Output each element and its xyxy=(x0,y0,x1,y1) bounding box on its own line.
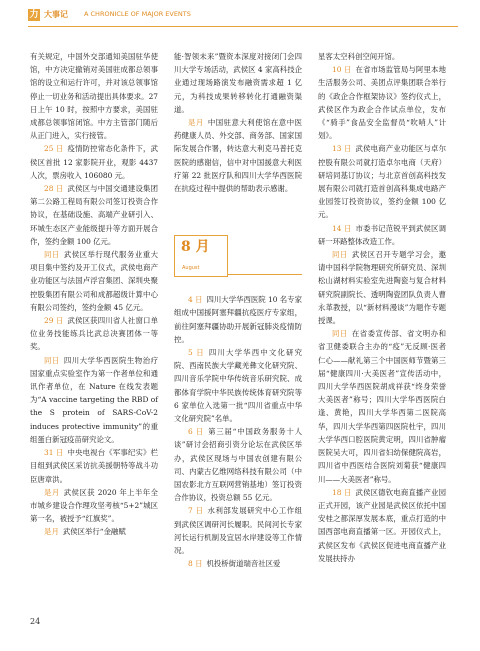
event-date: 18 日 xyxy=(332,487,352,497)
event-entry xyxy=(30,248,158,314)
event-text: 第三届“中国政务服务十人谈”研讨会招商引资分论坛在武侯区举办，武侯区现场与中国农创建有限公司、内蒙古亿维网络科技有限公司（中国农影北方互联网营销基地）签订投资合作协议，投资总额 55 亿元。 xyxy=(174,427,302,503)
event-date: 同日 xyxy=(44,250,60,260)
event-entry xyxy=(318,222,446,248)
event-text: 中央电视台《军事纪实》栏目组到武侯区采访抗美援朝特等战斗功臣唐章洪。 xyxy=(30,448,158,484)
event-date: 25 日 xyxy=(44,144,64,154)
event-date: 31 日 xyxy=(44,448,64,458)
event-entry xyxy=(30,486,158,526)
month-label: 8 月 xyxy=(181,239,210,256)
event-text: 水利部发展研究中心工作组到武侯区调研河长履职。民间河长专家河长运行机制及宜居水岸建设等工作情况。 xyxy=(174,506,302,556)
event-text: 武侯区举行现代服务业重大项目集中签约及开工仪式，武侯电商产业功能区与法国卢浮宫集团、深圳央聚控股集团有限公司和成都超级计算中心有限公司签约，签约金额 45 亿元。 xyxy=(30,250,158,312)
event-text: 在省委宣传部、省文明办和省卫健委联合主办的“疫”无反顾·医者仁心——献礼第三个中国医师节暨第三届“健康四川·大美医者”宣传活动中，四川大学华西医院胡成祥获“终身荣誉大美医者”称号；四川大学华西医院白逢、黄艳，四川大学华西第二医院高华，四川大学华西第四医院杜宇，四川大学华西口腔医院黄定明，四川省肿瘤医院吴大可，四川省妇幼保健院高岩，四川省中西医结合医院刘菊获“健康四川——大美医者”称号。 xyxy=(318,329,446,484)
event-date: 7 日 xyxy=(188,506,204,516)
event-text: 四川大学华西中文化研究院、西南民族大学藏羌彝文化研究院、四川音乐学院中华传统音乐研究院、成都体育学院中华民族传统体育研究院等 6 家单位入选第一批“四川省重点中华文化研究院”名单。 xyxy=(174,348,302,424)
event-text: 武侯区举行“金融赋 xyxy=(62,527,126,537)
event-entry xyxy=(174,116,302,195)
event-text: 在省市场监管局与阿里本地生活服务公司、美团点评集团联合举行的《政企合作框架协议》签约仪式上，武侯区作为政企合作试点单位，发布《“骑手”食品安全监督员“吹哨人”计划》。 xyxy=(318,65,446,141)
event-entry xyxy=(174,293,302,346)
event-text: 疫情防控常态化条件下，武侯区首批 12 家影院开业，观影 4437 人次，票房收入 106080 元。 xyxy=(30,144,158,180)
header-divider xyxy=(28,26,458,27)
event-text: 武侯区德钦电商直播产业园正式开园，该产业园是武侯区依托中国安桂之都深厚发展本底，重点打造的中国西部电商直播第一区。开园仪式上，武侯区发布《武侯区促进电商直播产业发展扶持办 xyxy=(318,487,446,563)
running-header xyxy=(28,8,458,24)
event-entry xyxy=(174,504,302,557)
event-text: 武侯区与中国交通建设集团第二公路工程局有限公司签订投资合作协议，在基础设施、高端产业研引入、环城生态区产业能级提升等方面开展合作，签约金额 100 亿元。 xyxy=(30,184,158,246)
event-text: 武侯区获四川省人社窗口单位业务技能练兵比武总决赛团体一等奖。 xyxy=(30,316,158,352)
event-entry xyxy=(318,327,446,485)
event-entry xyxy=(318,142,446,221)
section-title: 大事记 xyxy=(44,10,68,19)
event-entry xyxy=(30,182,158,248)
section-logo-icon: 力 xyxy=(29,10,39,20)
event-date: 14 日 xyxy=(332,223,352,233)
event-entry xyxy=(30,142,158,182)
month-sublabel: August xyxy=(182,265,200,272)
month-divider xyxy=(227,274,302,275)
event-date: 10 日 xyxy=(332,65,352,75)
event-date: 29 日 xyxy=(44,316,64,326)
event-date: 是月 xyxy=(188,118,204,128)
event-entry xyxy=(174,346,302,425)
event-entry xyxy=(30,314,158,354)
event-text: 市委书记范锐平到武侯区调研一环路整体改造工作。 xyxy=(318,223,446,246)
paragraph: 星客太空科创空间开馆。 xyxy=(318,52,400,61)
event-entry xyxy=(318,486,446,565)
event-date: 4 日 xyxy=(188,295,203,305)
event-date: 是月 xyxy=(44,487,60,497)
event-entry xyxy=(174,425,302,504)
event-date: 同日 xyxy=(332,250,348,260)
event-entry xyxy=(30,446,158,486)
event-entry xyxy=(30,354,158,446)
event-date: 同日 xyxy=(44,355,60,365)
paragraph: 能·智领未来”暨资本深度对接闭门会四川大学专场活动，武侯区 4 家高科技企业通过现场路演发布融资需求超 1 亿元，为科技成果转移转化打通融资渠道。 xyxy=(174,52,302,114)
event-entry xyxy=(174,557,302,570)
month-heading xyxy=(174,235,302,287)
event-text: 四川大学华西医院生物治疗国家重点实验室作为第一作者单位和通讯作者单位，在 Nature 在线发表题为“A vaccine targeting the RBD of the S protein of SARS-CoV-2 induces protective immunity”的重组蛋白新冠疫苗研究论文。 xyxy=(30,355,158,444)
event-date: 6 日 xyxy=(188,427,205,437)
text-column-2 xyxy=(174,50,302,571)
event-date: 8 日 xyxy=(188,559,203,569)
text-column-1 xyxy=(30,50,158,539)
month-frame xyxy=(174,235,228,277)
event-text: 中国驻意大利使馆在意中医药健康人员、外交部、商务部、国家国际发展合作署，转达意大利克马普托克医院的感谢信，信中对中国援意大利医疗第 22 批医疗队和四川大学华西医院在抗疫过程中提供的帮助表示感谢。 xyxy=(174,118,302,194)
event-date: 28 日 xyxy=(44,184,64,194)
event-entry xyxy=(318,248,446,327)
paragraph: 有关规定，中国外交部通知美国驻华使馆，中方决定撤销对美国驻成都总领事馆的设立和运行许可，并对该总领事馆停止一切业务和活动提出具体要求。27 日上午 10 时，按照中方要求，美国驻成都总领事馆闭馆。中方主管部门随后从正门进入，实行接管。 xyxy=(30,52,158,141)
event-text: 四川大学华西医院 10 名专家组成中国援阿塞拜疆抗疫医疗专家组，前往阿塞拜疆协助开展新冠肺炎疫情防控。 xyxy=(174,295,302,344)
event-date: 是月 xyxy=(44,527,59,537)
event-entry xyxy=(30,525,158,538)
event-text: 机投桥街道瑞音社区爱 xyxy=(206,559,281,569)
event-text: 武侯区召开专题学习会，邀请中国科学院物理研究所研究员、深圳松山湖材料实验室先进陶瓷与复合材料研究院副院长、透明陶瓷团队负责人曹永革教授，以“新材料漫谈”为题作专题授课。 xyxy=(318,250,446,326)
page-number: 24 xyxy=(30,617,41,626)
event-entry xyxy=(318,63,446,142)
event-text: 武侯区获 2020 年上半年全市城乡建设合作理攻坚考核“5+2”城区第一名，被授予“红旗奖”。 xyxy=(30,487,158,524)
text-column-3 xyxy=(318,50,446,565)
event-date: 5 日 xyxy=(188,348,205,358)
event-date: 同日 xyxy=(332,329,348,339)
section-subtitle: A CHRONICLE OF MAJOR EVENTS xyxy=(84,10,191,18)
event-text: 武侯电商产业功能区与卓尔控股有限公司就打造卓尔电商（天府）研培同基订协议；与北京首创高科技发展有限公司就打造首创高科集成电路产业园签订投资协议，签约金额 100 亿元。 xyxy=(318,144,446,220)
event-date: 13 日 xyxy=(332,144,352,154)
